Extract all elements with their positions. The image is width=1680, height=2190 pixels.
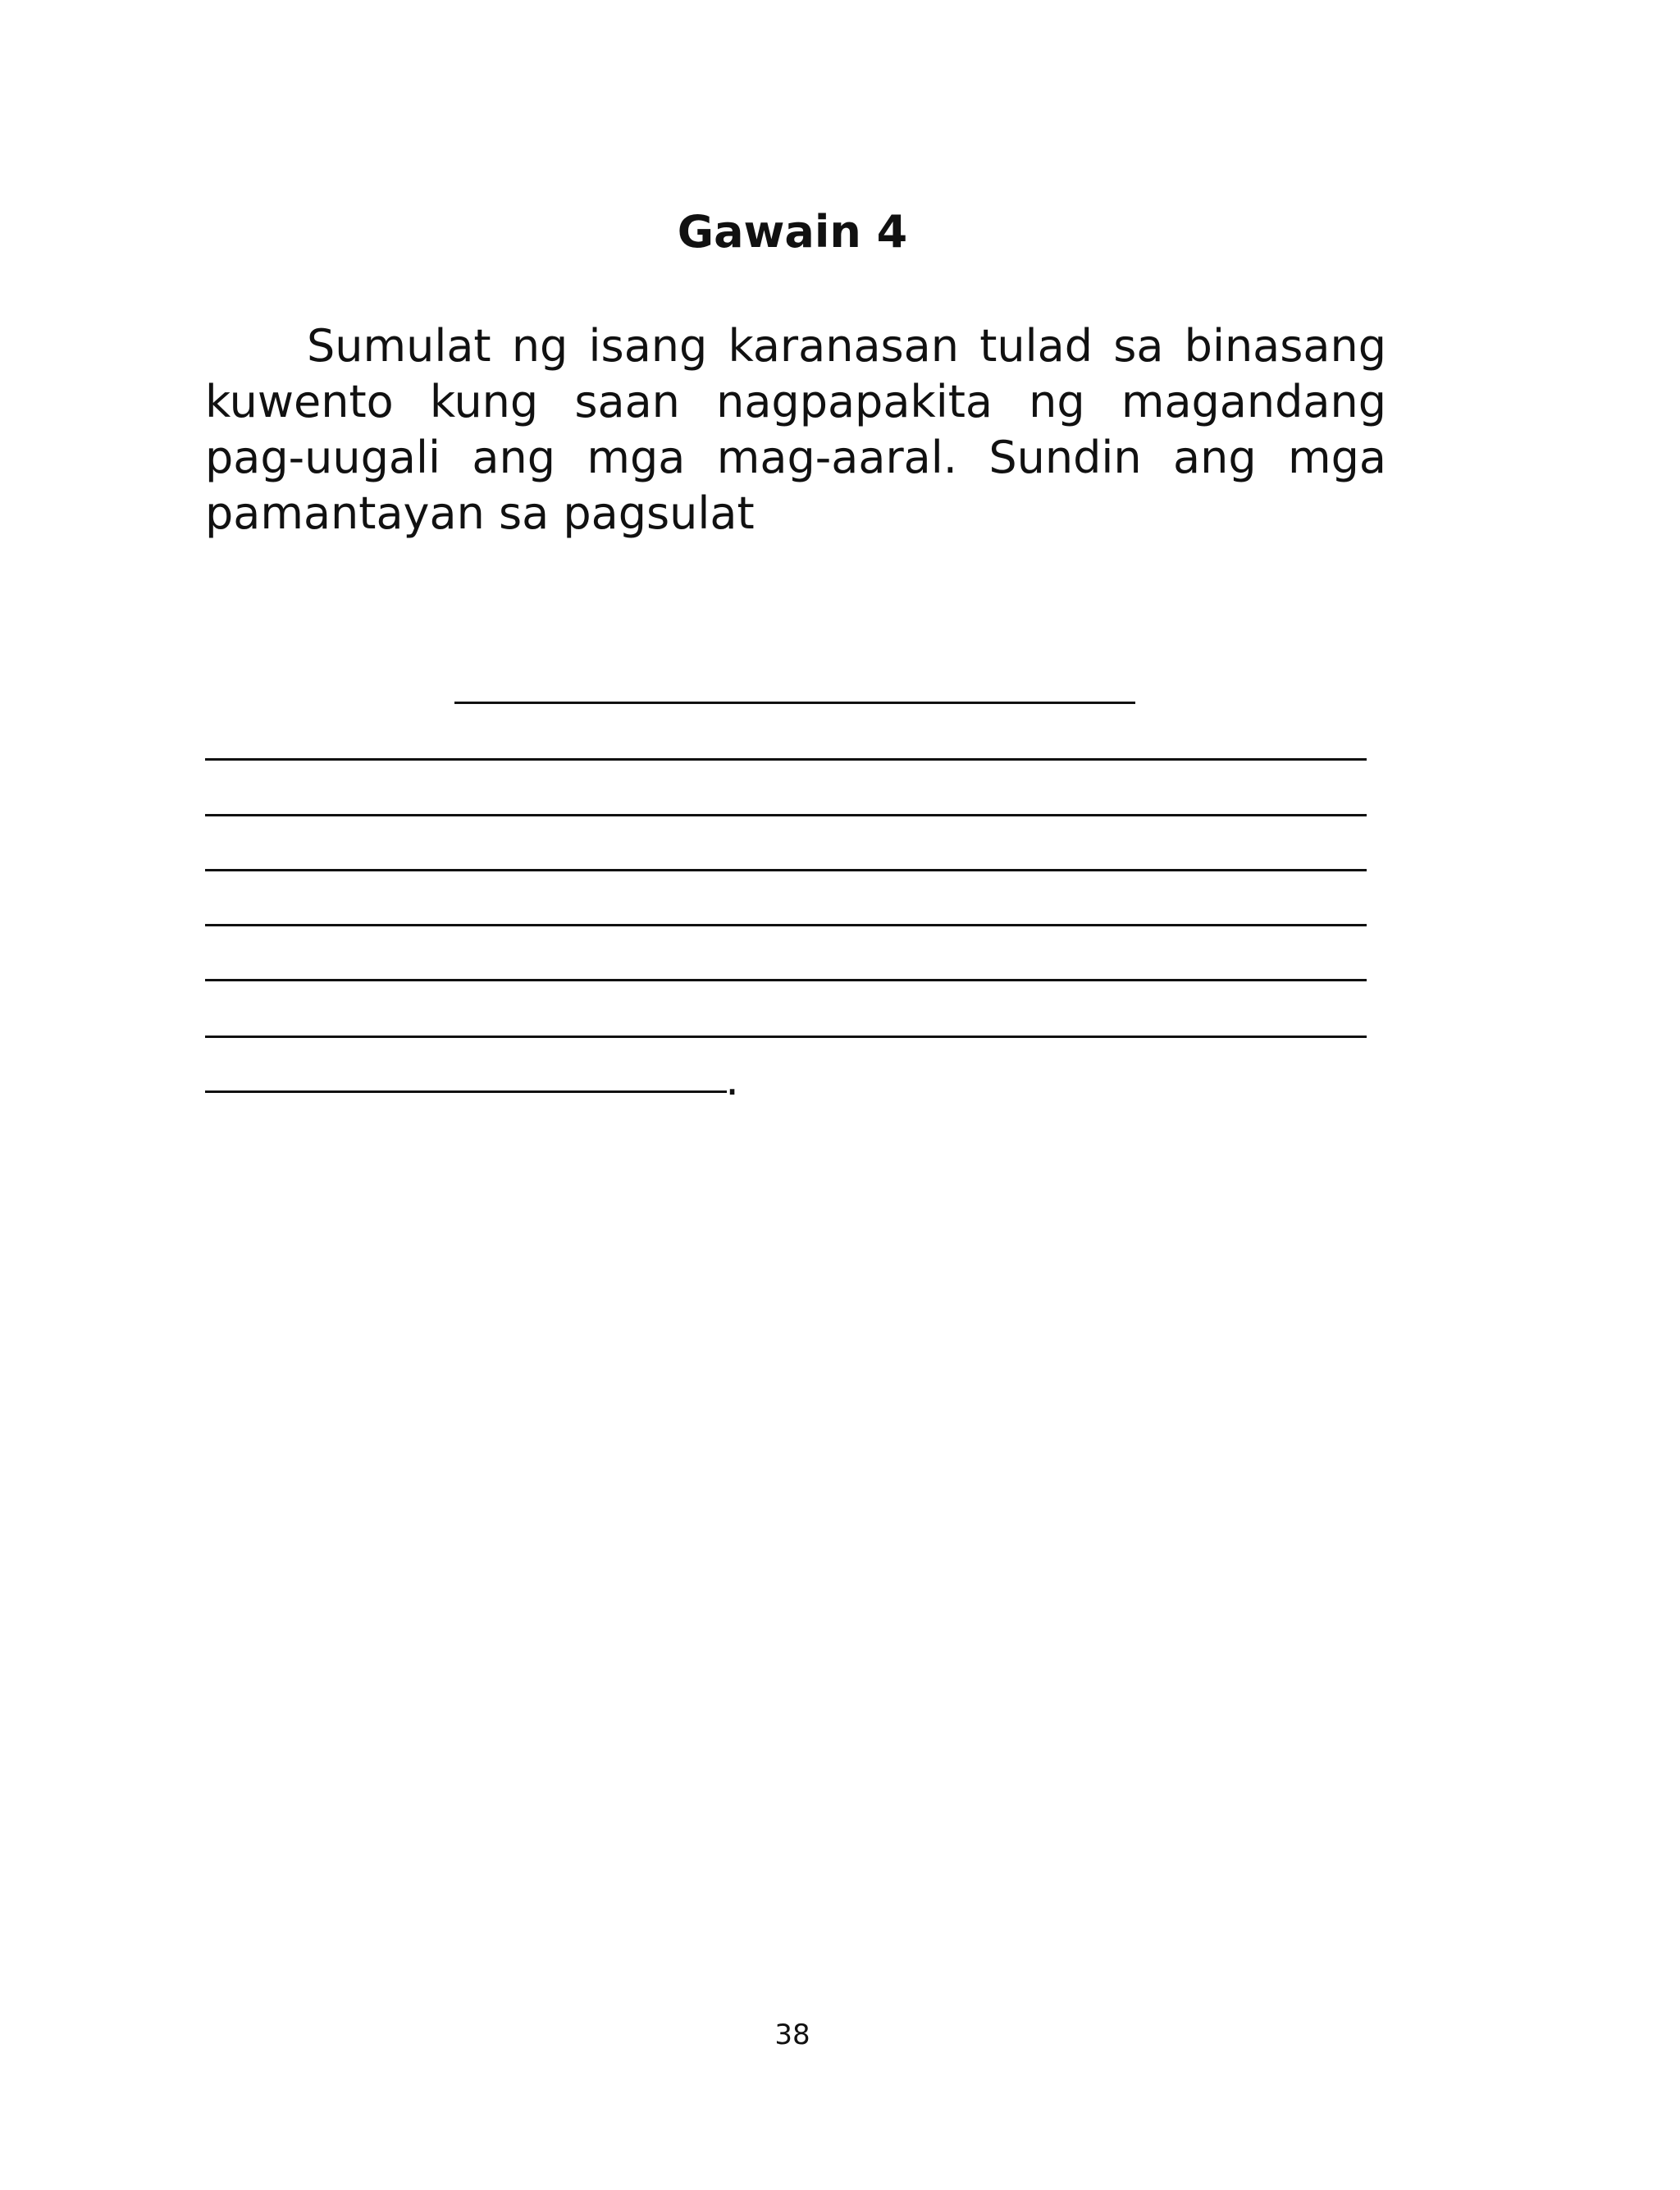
answer-line[interactable] <box>205 979 1367 981</box>
answer-line[interactable] <box>205 1036 1367 1038</box>
answer-line[interactable] <box>205 869 1367 871</box>
closing-period: . <box>725 1054 740 1105</box>
answer-line[interactable] <box>205 758 1367 761</box>
answer-line-last[interactable] <box>205 1090 727 1093</box>
answer-line[interactable] <box>205 814 1367 816</box>
activity-title: Gawain 4 <box>677 206 908 258</box>
page-number: 38 <box>774 2019 810 2051</box>
answer-line[interactable] <box>205 924 1367 926</box>
title-answer-line[interactable] <box>454 702 1135 704</box>
instructions-paragraph: Sumulat ng isang karanasan tulad sa binasang kuwento kung saan nagpapakita ng magandang pag-uugali ang mga mag-aaral. Sundin ang mga pamantayan sa pagsulat <box>205 320 1386 539</box>
